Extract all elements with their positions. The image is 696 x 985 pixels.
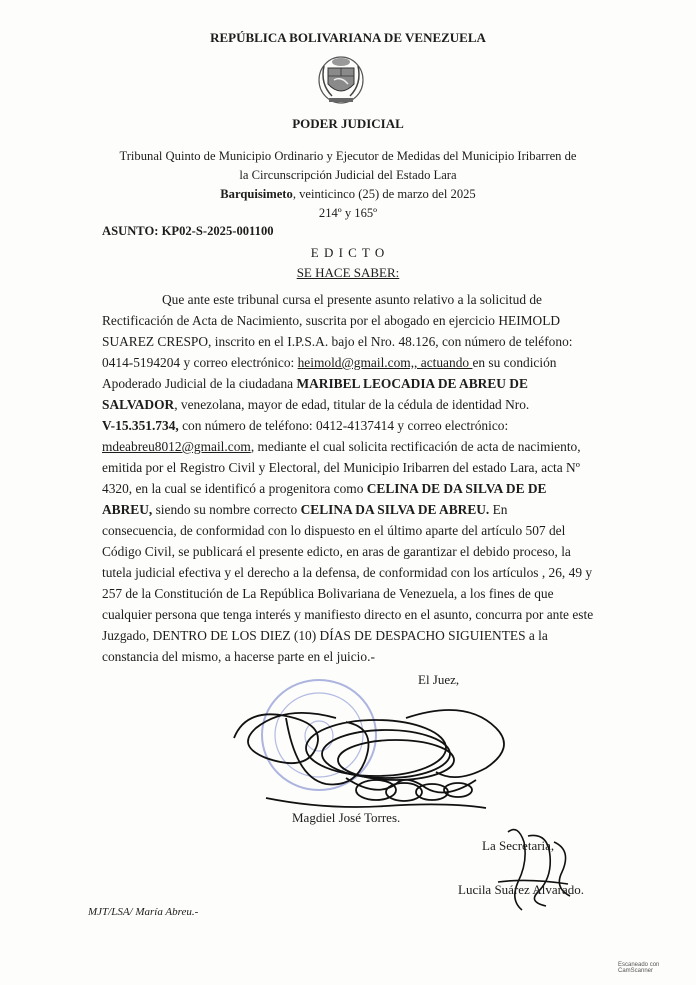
body-line xyxy=(102,499,608,520)
id-number: V-15.351.734, xyxy=(102,418,179,433)
body-line: consecuencia, de conformidad con lo dispuesto en el último aparte del artículo 507 del xyxy=(102,523,566,538)
body-text-span: En xyxy=(489,502,508,517)
judge-name: Magdiel José Torres. xyxy=(292,810,401,825)
secretary-title: La Secretaria, xyxy=(482,838,555,853)
body-line: 257 de la Constitución de La República Bolivariana de Venezuela, a los fines de que xyxy=(102,586,554,601)
body-line: cualquier persona que tenga interés y manifiesto directo en el asunto, concurra por ante este xyxy=(102,607,594,622)
date-text: , veinticinco (25) de marzo del 2025 xyxy=(292,187,476,201)
body-line: constancia del mismo, a hacerse parte en el juicio.- xyxy=(102,649,375,664)
body-line: Rectificación de Acta de Nacimiento, suscrita por el abogado en ejercicio HEIMOLD xyxy=(102,313,561,328)
case-number: ASUNTO: KP02-S-2025-001100 xyxy=(102,224,274,238)
city-name: Barquisimeto xyxy=(220,187,293,201)
body-text-span: 4320, en la cual se identificó a progenitora como xyxy=(102,481,367,496)
body-text-span: 0414-5194204 y correo electrónico: xyxy=(102,355,298,370)
applicant-name-part1: MARIBEL LEOCADIA DE ABREU DE xyxy=(296,376,528,391)
date-line xyxy=(0,187,696,202)
correct-name: CELINA DA SILVA DE ABREU. xyxy=(300,502,490,517)
scanner-watermark: Escaneado con CamScanner xyxy=(618,962,660,974)
incorrect-name-part1: CELINA DE DA SILVA DE DE xyxy=(366,481,547,496)
initials-footer: MJT/LSA/ María Abreu.- xyxy=(88,906,199,918)
body-line xyxy=(102,352,608,373)
body-line: Código Civil, se publicará el presente edicto, en aras de garantizar el debido proceso, la xyxy=(102,544,571,559)
body-line xyxy=(102,373,608,394)
body-line xyxy=(102,478,608,499)
applicant-email[interactable]: mdeabreu8012@gmail.com xyxy=(102,439,251,454)
body-line: Juzgado, DENTRO DE LOS DIEZ (10) DÍAS DE DESPACHO SIGUIENTES a la xyxy=(102,628,548,643)
body-line xyxy=(102,394,608,415)
body-text-span: , mediante el cual solicita rectificación de acta de nacimiento, xyxy=(250,439,581,454)
judicial-power-heading: PODER JUDICIAL xyxy=(292,116,404,131)
body-line: Que ante este tribunal cursa el presente asunto relativo a la solicitud de xyxy=(162,292,543,307)
body-text-span: en su condición xyxy=(472,355,557,370)
judge-signature-icon xyxy=(226,688,526,818)
body-line: SUAREZ CRESPO, inscrito en el I.P.S.A. bajo el Nro. 48.126, con número de teléfono: xyxy=(102,334,573,349)
body-line: tutela judicial efectiva y el derecho a la defensa, de conformidad con los artículos , 26, 49 y xyxy=(102,565,593,580)
judge-title: El Juez, xyxy=(418,672,460,687)
lawyer-email[interactable]: heimold@gmail.com,, actuando xyxy=(297,355,473,370)
incorrect-name-part2: ABREU, xyxy=(102,502,153,517)
court-name-line2: la Circunscripción Judicial del Estado Lara xyxy=(239,168,457,182)
coat-of-arms-icon xyxy=(316,54,366,106)
body-line xyxy=(102,415,608,436)
years-line: 214º y 165º xyxy=(318,206,378,220)
body-text-span: siendo su nombre correcto xyxy=(152,502,301,517)
republic-heading: REPÚBLICA BOLIVARIANA DE VENEZUELA xyxy=(210,30,486,45)
secretary-name: Lucila Suárez Alvarado. xyxy=(458,882,584,897)
edict-subtitle: SE HACE SABER: xyxy=(296,265,400,280)
body-text-span: , venezolana, mayor de edad, titular de la cédula de identidad Nro. xyxy=(174,397,530,412)
body-line xyxy=(102,436,608,457)
applicant-name-part2: SALVADOR xyxy=(102,397,175,412)
body-line: emitida por el Registro Civil y Electoral, del Municipio Iribarren del estado Lara, acta Nº xyxy=(102,460,580,475)
secretary-signature-icon xyxy=(488,822,578,918)
court-name-line1: Tribunal Quinto de Municipio Ordinario y Ejecutor de Medidas del Municipio Iribarren de xyxy=(119,149,577,163)
body-text-span: con número de teléfono: 0412-4137414 y correo electrónico: xyxy=(178,418,509,433)
edict-title: E D I C T O xyxy=(310,245,386,260)
body-text-span: Apoderado Judicial de la ciudadana xyxy=(102,376,297,391)
